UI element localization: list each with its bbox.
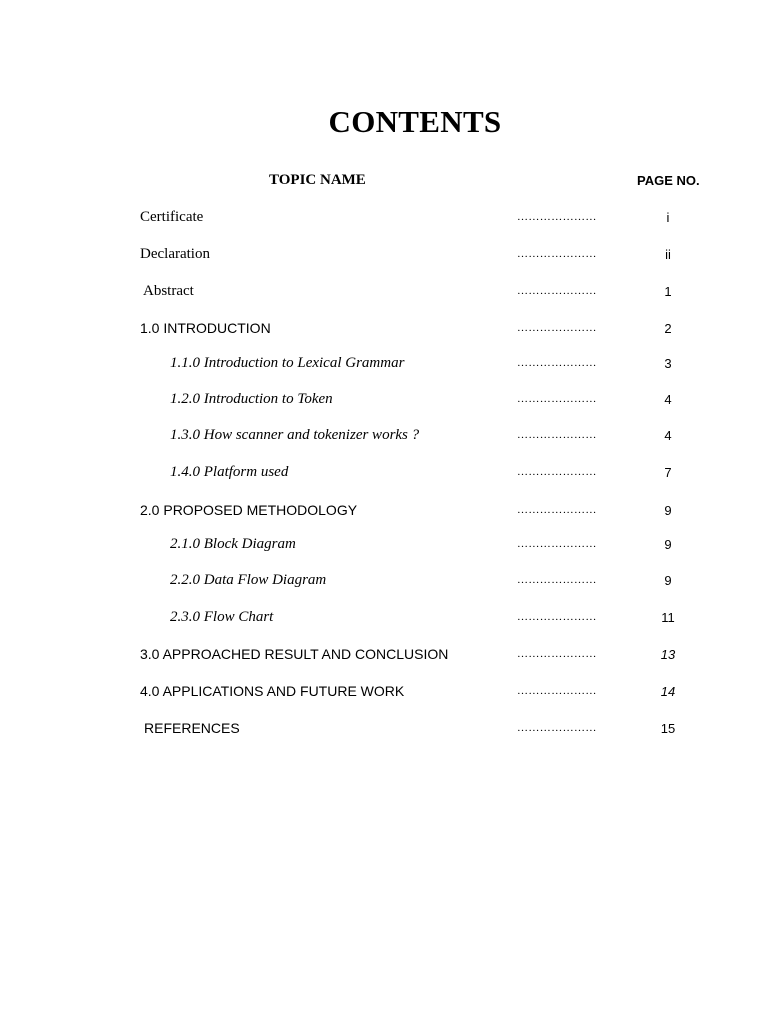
toc-entry-flow-chart — [0, 609, 768, 631]
toc-entry-scanner-tokenizer — [0, 427, 768, 449]
toc-entry-topic: 2.0 PROPOSED METHODOLOGY — [140, 502, 358, 518]
toc-entry-leader: ………………… — [517, 285, 597, 297]
toc-entry-leader: ………………… — [517, 357, 597, 369]
toc-entry-page: 13 — [660, 647, 676, 662]
toc-entry-topic: 1.4.0 Platform used — [170, 464, 289, 480]
topic-name-header: TOPIC NAME — [269, 172, 366, 188]
toc-entry-leader: ………………… — [517, 504, 597, 516]
toc-entry-leader: ………………… — [517, 722, 597, 734]
toc-entry-page: 9 — [664, 573, 672, 588]
toc-entry-data-flow-diagram — [0, 572, 768, 594]
toc-entry-leader: ………………… — [517, 466, 597, 478]
toc-entry-leader: ………………… — [517, 611, 597, 623]
page-title: CONTENTS — [328, 104, 502, 139]
toc-entry-topic: 1.1.0 Introduction to Lexical Grammar — [170, 355, 405, 371]
toc-entry-page: 14 — [660, 684, 676, 699]
toc-entry-page: ii — [665, 247, 671, 262]
toc-entry-page: 15 — [660, 721, 676, 736]
toc-entry-topic: 2.3.0 Flow Chart — [170, 609, 274, 625]
toc-entry-token — [0, 391, 768, 413]
toc-entry-page: 2 — [664, 321, 672, 336]
toc-entry-proposed-methodology — [0, 502, 768, 524]
toc-entry-page: 7 — [664, 465, 672, 480]
toc-entry-abstract — [0, 283, 768, 305]
toc-entry-page: 11 — [661, 610, 675, 625]
toc-entry-topic: 1.0 INTRODUCTION — [140, 320, 271, 336]
toc-entry-page: 4 — [664, 392, 672, 407]
toc-entry-topic: Declaration — [140, 246, 210, 262]
toc-entry-topic: 1.3.0 How scanner and tokenizer works ? — [170, 427, 420, 443]
toc-entry-topic: 2.1.0 Block Diagram — [170, 536, 296, 552]
toc-entry-topic: 3.0 APPROACHED RESULT AND CONCLUSION — [140, 646, 449, 662]
toc-entry-leader: ………………… — [517, 538, 597, 550]
toc-entry-page: 9 — [664, 537, 672, 552]
toc-entry-topic: REFERENCES — [144, 720, 240, 736]
toc-entry-page: 3 — [664, 356, 672, 371]
toc-entry-lexical-grammar — [0, 355, 768, 377]
toc-entry-topic: Certificate — [140, 209, 204, 225]
toc-entry-topic: 1.2.0 Introduction to Token — [170, 391, 333, 407]
toc-entry-leader: ………………… — [517, 429, 597, 441]
toc-entry-introduction — [0, 320, 768, 342]
toc-entry-leader: ………………… — [517, 393, 597, 405]
toc-entry-page: 9 — [664, 503, 672, 518]
toc-entry-page: 4 — [664, 428, 672, 443]
toc-entry-block-diagram — [0, 536, 768, 558]
toc-entry-result-conclusion — [0, 646, 768, 668]
toc-entry-topic: Abstract — [143, 283, 194, 299]
toc-entry-declaration — [0, 246, 768, 268]
page-no-header: PAGE NO. — [637, 173, 700, 188]
toc-entry-page: 1 — [664, 284, 672, 299]
toc-entry-leader: ………………… — [517, 685, 597, 697]
toc-entry-leader: ………………… — [517, 248, 597, 260]
toc-entry-leader: ………………… — [517, 574, 597, 586]
toc-entry-leader: ………………… — [517, 211, 597, 223]
toc-entry-leader: ………………… — [517, 322, 597, 334]
toc-entry-topic: 4.0 APPLICATIONS AND FUTURE WORK — [140, 683, 405, 699]
toc-entry-platform-used — [0, 464, 768, 486]
toc-entry-applications-future-work — [0, 683, 768, 705]
toc-entry-topic: 2.2.0 Data Flow Diagram — [170, 572, 327, 588]
toc-entry-leader: ………………… — [517, 648, 597, 660]
toc-entry-certificate — [0, 209, 768, 231]
toc-entry-references — [0, 720, 768, 742]
toc-entry-page: i — [666, 210, 670, 225]
